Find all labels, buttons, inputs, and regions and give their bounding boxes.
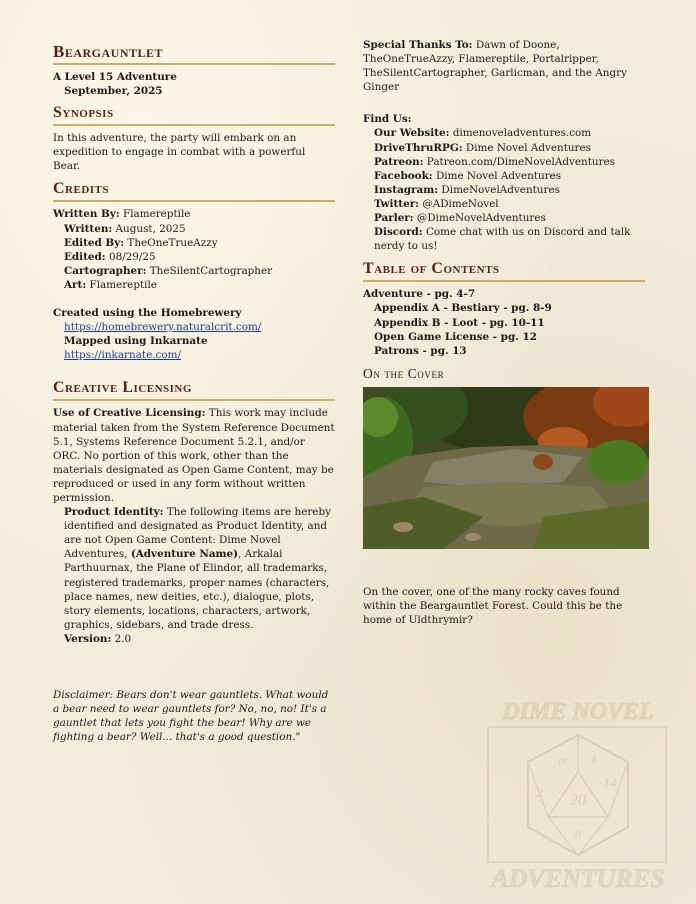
cover-caption: On the cover, one of the many rocky caves found within the Beargauntlet Forest. Could this be the home of Uldthrymir? bbox=[363, 585, 623, 627]
dime-novel-watermark bbox=[478, 697, 678, 892]
homebrewery-link[interactable]: https://homebrewery.naturalcrit.com/ bbox=[64, 321, 262, 334]
cover-heading: On the Cover bbox=[363, 365, 445, 381]
page-title: Beargauntlet bbox=[53, 42, 164, 61]
licensing-version: Version: 2.0 bbox=[64, 632, 132, 645]
find-discord: Discord: Come chat with us on Discord and talk nerdy to us! bbox=[374, 226, 631, 253]
toc-item[interactable]: Open Game License - pg. 12 bbox=[374, 330, 537, 343]
credits-heading: Credits bbox=[53, 180, 110, 198]
find-patreon: Patreon: Patreon.com/DimeNovelAdventures bbox=[374, 155, 616, 168]
left-column bbox=[53, 0, 335, 744]
d20-face-number: 20 bbox=[570, 792, 586, 809]
find-instagram: Instagram: DimeNovelAdventures bbox=[374, 183, 560, 196]
toc-item[interactable]: Appendix B - Loot - pg. 10-11 bbox=[374, 316, 545, 329]
disclaimer: Disclaimer: Bears don't wear gauntlets. What would a bear need to wear gauntlets for? No, no, no! It's a gauntlet that lets you fight the bear! Why are we fighting a bear? Well... that's a good question." bbox=[53, 689, 329, 744]
synopsis-rule bbox=[53, 124, 335, 126]
d20-face-number: 4 bbox=[591, 755, 597, 766]
find-parler: Parler: @DimeNovelAdventures bbox=[374, 212, 546, 225]
toc-heading: Table of Contents bbox=[363, 260, 500, 278]
credit-cartographer: Cartographer: TheSilentCartographer bbox=[64, 264, 273, 277]
toc-rule bbox=[363, 280, 645, 282]
d20-face-number: 18 bbox=[557, 757, 567, 768]
find-us-label: Find Us: bbox=[363, 113, 412, 126]
credits-rule bbox=[53, 200, 335, 202]
licensing-use: Use of Creative Licensing: This work may include material taken from the System Reference Document 5.1, Systems Reference Document 5.2.1, and/or ORC. No portion of this work, other than the materials designated as Open Game Content, may be reproduced or used in any form without written permission. bbox=[53, 407, 335, 504]
d20-face-number: 14 bbox=[603, 775, 617, 790]
toc-item[interactable]: Appendix A - Bestiary - pg. 8-9 bbox=[374, 302, 552, 315]
title-rule bbox=[53, 63, 335, 65]
credit-edited-by: Edited By: TheOneTrueAzzy bbox=[64, 236, 218, 249]
special-thanks: Special Thanks To: Dawn of Doone, TheOneTrueAzzy, Flamereptile, Portalripper, TheSilentCartographer, Garlicman, and the Angry Ginger bbox=[363, 39, 627, 94]
synopsis-text: In this adventure, the party will embark on an expedition to engage in combat with a powerful Bear. bbox=[53, 132, 306, 173]
find-drivethru: DriveThruRPG: Dime Novel Adventures bbox=[374, 141, 592, 154]
created-using: Created using the Homebrewery bbox=[53, 307, 242, 320]
homebrewery-link-line bbox=[53, 320, 335, 334]
right-column bbox=[363, 0, 645, 627]
watermark-top-text: DIME NOVEL bbox=[502, 699, 654, 725]
mapped-using: Mapped using Inkarnate bbox=[64, 335, 208, 348]
credit-written-by: Written By: Flamereptile bbox=[53, 208, 191, 221]
toc-item[interactable]: Patrons - pg. 13 bbox=[374, 344, 467, 357]
find-facebook: Facebook: Dime Novel Adventures bbox=[374, 169, 562, 182]
credit-art: Art: Flamereptile bbox=[64, 278, 157, 291]
subtitle: A Level 15 Adventure bbox=[53, 71, 177, 83]
toc-item[interactable]: Adventure - pg. 4-7 bbox=[363, 288, 476, 301]
synopsis-heading: Synopsis bbox=[53, 104, 114, 122]
inkarnate-link[interactable]: https://inkarnate.com/ bbox=[64, 349, 181, 362]
licensing-product-identity: Product Identity: The following items are hereby identified and designated as Product Identity, and are not Open Game Content: Dime Novel Adventures, (Adventure Name), Arkalai Parthuurnax, the Plane of Elindor, all trademarks, registered trademarks, proper names (characters, place names, new deities, etc.), dialogue, plots, story elements, locations, characters, artwork, graphics, sidebars, and trade dress. bbox=[64, 506, 331, 631]
credit-written: Written: August, 2025 bbox=[64, 222, 186, 235]
d20-face-number: 2 bbox=[536, 785, 544, 800]
date: September, 2025 bbox=[64, 85, 163, 98]
watermark-bottom-text: ADVENTURES bbox=[491, 864, 665, 892]
find-twitter: Twitter: @ADimeNovel bbox=[374, 197, 499, 210]
credit-edited: Edited: 08/29/25 bbox=[64, 250, 156, 263]
forest-cave-illustration bbox=[363, 387, 649, 549]
cover-image bbox=[363, 387, 649, 549]
find-website: Our Website: dimenoveladventures.com bbox=[374, 127, 592, 140]
inkarnate-link-line bbox=[53, 348, 335, 362]
d20-face-number: 8 bbox=[574, 827, 582, 842]
licensing-heading: Creative Licensing bbox=[53, 379, 192, 397]
licensing-rule bbox=[53, 399, 335, 401]
d20-logo bbox=[478, 697, 678, 892]
